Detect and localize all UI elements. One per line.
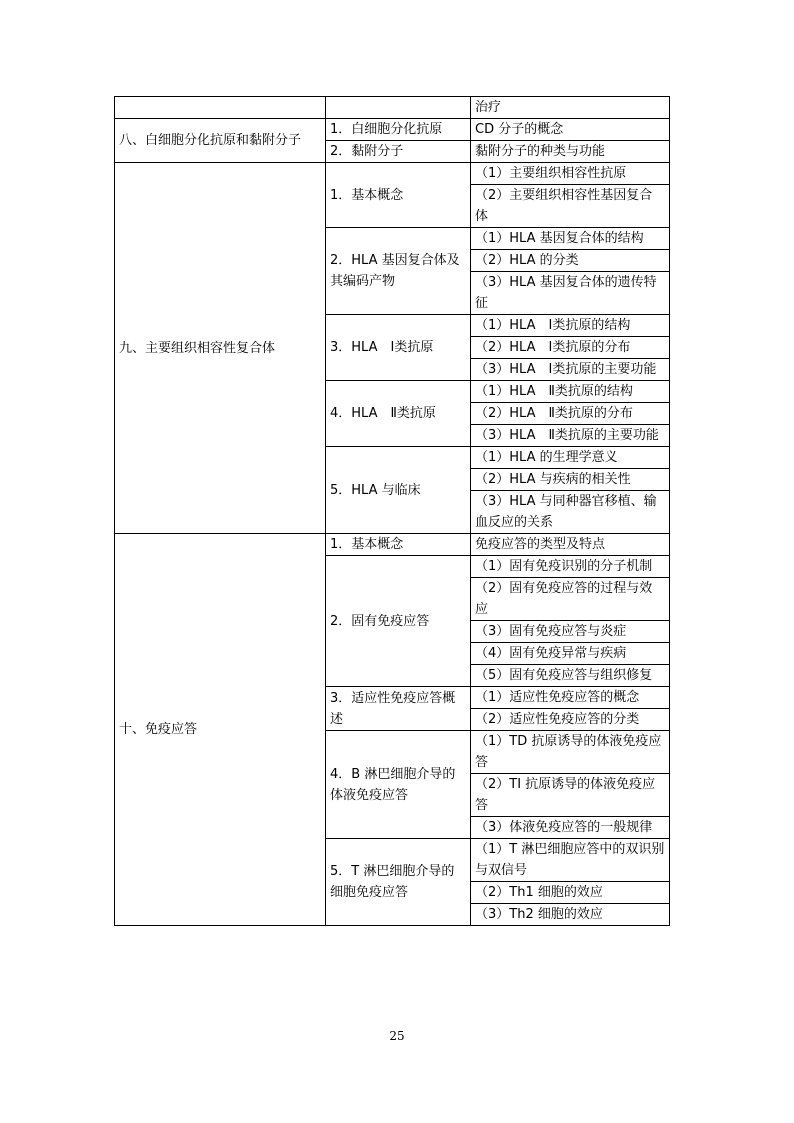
table-row xyxy=(115,163,670,185)
item-cell: （5）固有免疫应答与组织修复 xyxy=(471,665,670,687)
subtopic-cell: 2．HLA 基因复合体及其编码产物 xyxy=(326,228,471,315)
item-cell: （1）适应性免疫应答的概念 xyxy=(471,687,670,709)
item-cell: （1）HLA 基因复合体的结构 xyxy=(471,228,670,250)
item-cell: （1）HLA 的生理学意义 xyxy=(471,447,670,469)
subtopic-cell: 4．HLA Ⅱ类抗原 xyxy=(326,381,471,447)
section-title: 十、免疫应答 xyxy=(115,534,326,926)
item-cell: （3）HLA Ⅱ类抗原的主要功能 xyxy=(471,425,670,447)
item-cell: （3）Th2 细胞的效应 xyxy=(471,904,670,926)
table-row xyxy=(115,97,670,119)
topic-cell xyxy=(115,97,326,119)
syllabus-table xyxy=(114,96,670,926)
subtopic-cell: 2．黏附分子 xyxy=(326,141,471,163)
item-cell: （3）体液免疫应答的一般规律 xyxy=(471,817,670,839)
item-cell: （2）TI 抗原诱导的体液免疫应答 xyxy=(471,774,670,817)
subtopic-cell: 3．HLA Ⅰ类抗原 xyxy=(326,315,471,381)
subtopic-cell: 1．基本概念 xyxy=(326,534,471,556)
item-cell: （4）固有免疫异常与疾病 xyxy=(471,643,670,665)
subtopic-cell: 1．基本概念 xyxy=(326,163,471,228)
section-title: 八、白细胞分化抗原和黏附分子 xyxy=(115,119,326,163)
item-cell: （3）HLA Ⅰ类抗原的主要功能 xyxy=(471,359,670,381)
item-cell: （2）适应性免疫应答的分类 xyxy=(471,709,670,731)
subtopic-cell: 2．固有免疫应答 xyxy=(326,556,471,687)
table-row xyxy=(115,119,670,141)
item-cell: CD 分子的概念 xyxy=(471,119,670,141)
item-cell: （3）HLA 与同种器官移植、输血反应的关系 xyxy=(471,491,670,534)
item-cell: （1）HLA Ⅱ类抗原的结构 xyxy=(471,381,670,403)
item-cell: （3）固有免疫应答与炎症 xyxy=(471,621,670,643)
item-cell: 黏附分子的种类与功能 xyxy=(471,141,670,163)
item-cell: （1）固有免疫识别的分子机制 xyxy=(471,556,670,578)
item-cell: （2）主要组织相容性基因复合体 xyxy=(471,185,670,228)
subtopic-cell xyxy=(326,97,471,119)
subtopic-cell: 3．适应性免疫应答概述 xyxy=(326,687,471,731)
subtopic-cell: 1．白细胞分化抗原 xyxy=(326,119,471,141)
item-cell: （2）HLA Ⅱ类抗原的分布 xyxy=(471,403,670,425)
item-cell: （2）固有免疫应答的过程与效应 xyxy=(471,578,670,621)
item-cell: 治疗 xyxy=(471,97,670,119)
item-cell: 免疫应答的类型及特点 xyxy=(471,534,670,556)
subtopic-cell: 5．T 淋巴细胞介导的细胞免疫应答 xyxy=(326,839,471,926)
item-cell: （2）HLA 与疾病的相关性 xyxy=(471,469,670,491)
subtopic-cell: 5．HLA 与临床 xyxy=(326,447,471,534)
item-cell: （1）HLA Ⅰ类抗原的结构 xyxy=(471,315,670,337)
item-cell: （2）Th1 细胞的效应 xyxy=(471,882,670,904)
item-cell: （1）主要组织相容性抗原 xyxy=(471,163,670,185)
table-row xyxy=(115,534,670,556)
page-number: 25 xyxy=(389,1029,405,1043)
item-cell: （1）TD 抗原诱导的体液免疫应答 xyxy=(471,731,670,774)
section-title: 九、主要组织相容性复合体 xyxy=(115,163,326,534)
item-cell: （2）HLA Ⅰ类抗原的分布 xyxy=(471,337,670,359)
item-cell: （1）T 淋巴细胞应答中的双识别与双信号 xyxy=(471,839,670,882)
subtopic-cell: 4．B 淋巴细胞介导的体液免疫应答 xyxy=(326,731,471,839)
item-cell: （2）HLA 的分类 xyxy=(471,250,670,272)
item-cell: （3）HLA 基因复合体的遗传特征 xyxy=(471,272,670,315)
